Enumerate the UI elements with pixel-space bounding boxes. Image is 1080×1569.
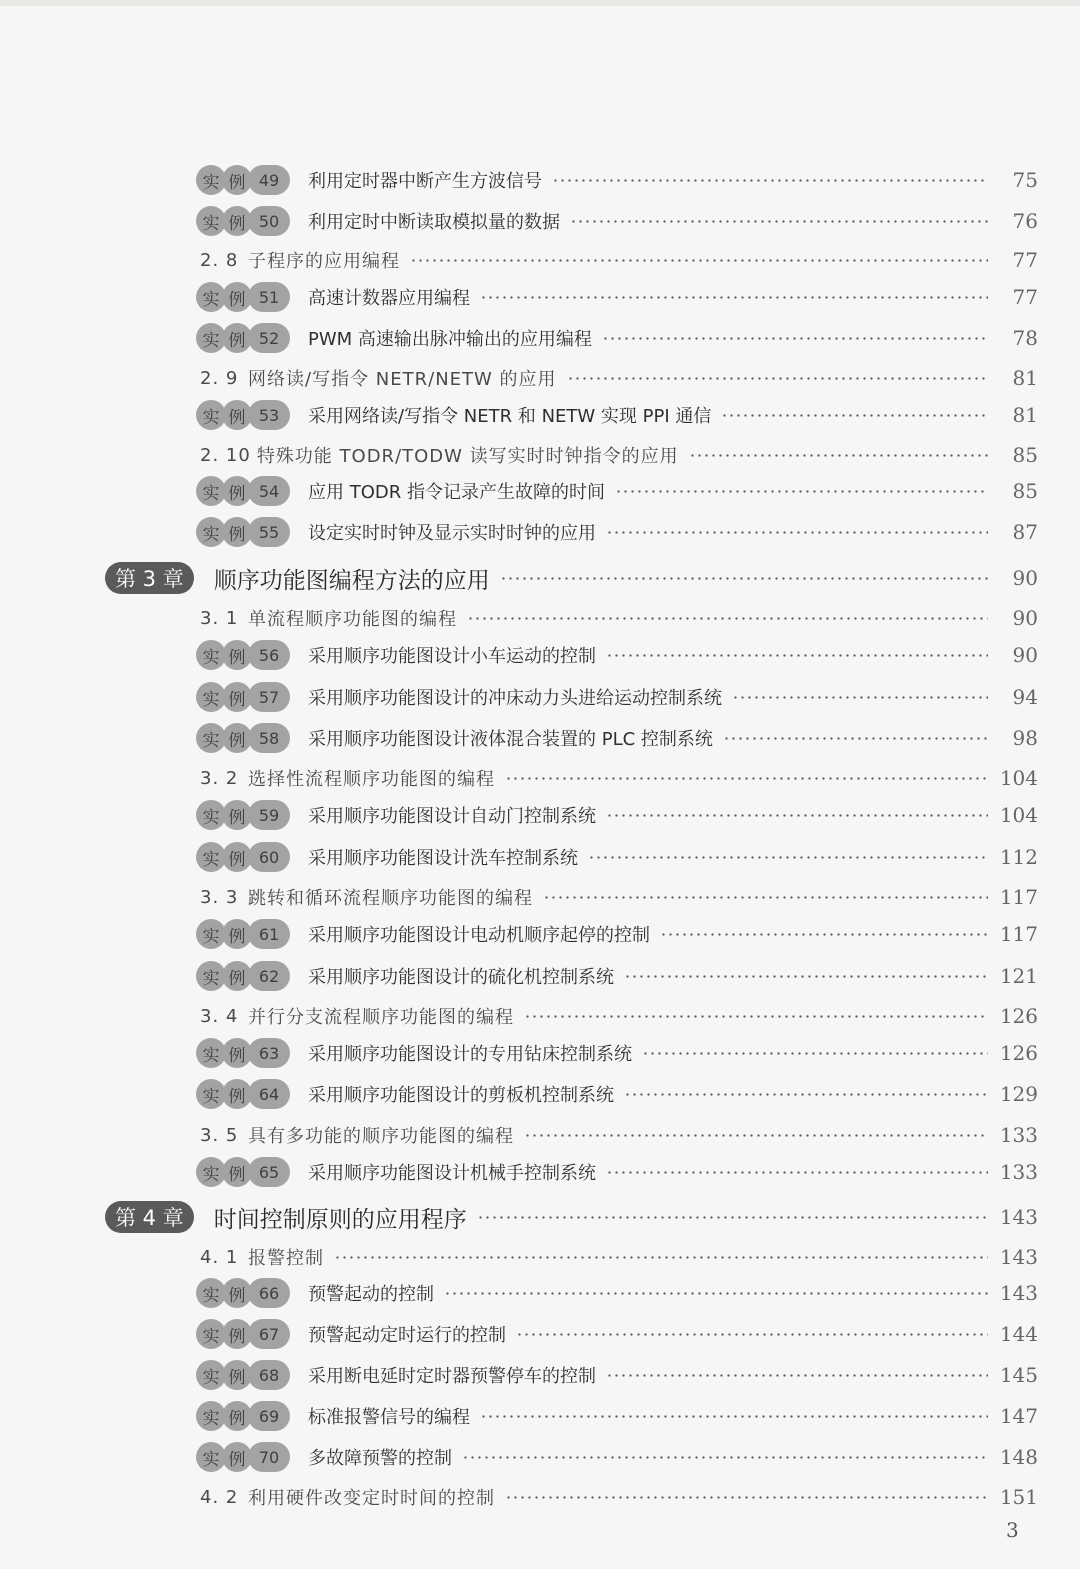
entry-title: 采用顺序功能图设计机械手控制系统 <box>308 1163 596 1184</box>
example-badge-char: 实 <box>196 723 226 753</box>
toc-example-entry[interactable] <box>0 204 1080 238</box>
example-badge-char: 实 <box>196 1278 226 1308</box>
example-badge-char: 实 <box>196 1157 226 1187</box>
example-badge-char: 例 <box>222 842 252 872</box>
example-badge-char: 实 <box>196 282 226 312</box>
dot-leader <box>624 1093 988 1096</box>
example-badge-char: 实 <box>196 400 226 430</box>
example-badge <box>196 1079 290 1109</box>
page-ref: 144 <box>999 1322 1038 1346</box>
example-badge-char: 实 <box>196 206 226 236</box>
example-badge <box>196 919 290 949</box>
entry-title: 采用顺序功能图设计电动机顺序起停的控制 <box>308 925 650 946</box>
dot-leader <box>543 896 988 899</box>
example-badge <box>196 800 290 830</box>
page-ref: 126 <box>999 1004 1038 1028</box>
page-ref: 85 <box>1012 479 1038 503</box>
toc-example-entry[interactable] <box>0 638 1080 672</box>
toc-example-entry[interactable] <box>0 1440 1080 1474</box>
example-badge-char: 实 <box>196 476 226 506</box>
example-number: 51 <box>248 282 290 312</box>
page-ref: 151 <box>999 1485 1038 1509</box>
toc-example-entry[interactable] <box>0 321 1080 355</box>
page-ref: 78 <box>1012 326 1038 350</box>
dot-leader <box>732 696 988 699</box>
example-badge-char: 例 <box>222 1079 252 1109</box>
toc-example-entry[interactable] <box>0 515 1080 549</box>
page-ref: 143 <box>999 1245 1038 1269</box>
example-badge-char: 例 <box>222 1319 252 1349</box>
section-number: 2. 9 <box>200 367 239 389</box>
section-number: 3. 2 <box>200 767 239 789</box>
example-badge-char: 实 <box>196 1038 226 1068</box>
dot-leader <box>721 414 988 417</box>
example-number: 57 <box>248 682 290 712</box>
example-badge <box>196 1157 290 1187</box>
entry-title: 并行分支流程顺序功能图的编程 <box>248 1007 514 1028</box>
toc-example-entry[interactable] <box>0 1155 1080 1189</box>
entry-title: 单流程顺序功能图的编程 <box>248 609 457 630</box>
page-ref: 90 <box>1012 566 1038 590</box>
example-number: 63 <box>248 1038 290 1068</box>
example-badge-char: 实 <box>196 919 226 949</box>
page-ref: 90 <box>1012 606 1038 630</box>
example-badge-char: 实 <box>196 165 226 195</box>
example-badge-char: 实 <box>196 842 226 872</box>
entry-title: 跳转和循环流程顺序功能图的编程 <box>248 888 533 909</box>
example-badge-char: 例 <box>222 640 252 670</box>
toc-section-entry[interactable] <box>0 1240 1080 1274</box>
dot-leader <box>588 856 988 859</box>
example-badge <box>196 282 290 312</box>
example-badge-char: 例 <box>222 800 252 830</box>
entry-title: 采用顺序功能图设计液体混合装置的 PLC 控制系统 <box>308 729 713 750</box>
example-badge <box>196 682 290 712</box>
entry-title: 多故障预警的控制 <box>308 1448 452 1469</box>
entry-title: 采用顺序功能图设计的冲床动力头进给运动控制系统 <box>308 688 722 709</box>
entry-title: 具有多功能的顺序功能图的编程 <box>248 1126 514 1147</box>
dot-leader <box>606 531 988 534</box>
chapter-title: 顺序功能图编程方法的应用 <box>213 567 490 594</box>
page-number: 3 <box>1006 1518 1019 1542</box>
toc-example-entry[interactable] <box>0 721 1080 755</box>
example-badge-char: 例 <box>222 400 252 430</box>
example-number: 53 <box>248 400 290 430</box>
entry-title: 利用硬件改变定时时间的控制 <box>248 1488 495 1509</box>
example-badge-char: 例 <box>222 517 252 547</box>
example-badge <box>196 961 290 991</box>
example-badge <box>196 1442 290 1472</box>
section-number: 2. 10 <box>200 444 251 466</box>
toc-example-entry[interactable] <box>0 474 1080 508</box>
example-badge-char: 例 <box>222 206 252 236</box>
entry-title: 采用顺序功能图设计小车运动的控制 <box>308 646 596 667</box>
dot-leader <box>642 1052 988 1055</box>
example-badge-char: 例 <box>222 1278 252 1308</box>
page-ref: 104 <box>999 766 1038 790</box>
example-badge <box>196 476 290 506</box>
page-ref: 117 <box>999 922 1038 946</box>
example-number: 61 <box>248 919 290 949</box>
page-ref: 81 <box>1012 403 1038 427</box>
dot-leader <box>624 975 988 978</box>
dot-leader <box>480 296 988 299</box>
dot-leader <box>606 1171 988 1174</box>
example-number: 68 <box>248 1360 290 1390</box>
dot-leader <box>723 737 988 740</box>
dot-leader <box>477 1216 988 1219</box>
example-badge-char: 实 <box>196 640 226 670</box>
example-badge <box>196 640 290 670</box>
entry-title: 高速计数器应用编程 <box>308 288 470 309</box>
example-number: 66 <box>248 1278 290 1308</box>
toc-section-entry[interactable] <box>0 243 1080 277</box>
entry-title: 采用顺序功能图设计的硫化机控制系统 <box>308 967 614 988</box>
dot-leader <box>552 179 988 182</box>
toc-example-entry[interactable] <box>0 398 1080 432</box>
example-badge-char: 例 <box>222 476 252 506</box>
example-badge-char: 实 <box>196 682 226 712</box>
example-badge <box>196 323 290 353</box>
example-number: 59 <box>248 800 290 830</box>
dot-leader <box>606 814 988 817</box>
example-badge-char: 例 <box>222 1157 252 1187</box>
entry-title: 标准报警信号的编程 <box>308 1407 470 1428</box>
toc-section-entry[interactable] <box>0 601 1080 635</box>
entry-title: 特殊功能 TODR/TODW 读写实时时钟指令的应用 <box>256 446 679 467</box>
example-badge-char: 例 <box>222 1360 252 1390</box>
entry-title: 预警起动的控制 <box>308 1284 434 1305</box>
toc-example-entry[interactable] <box>0 917 1080 951</box>
dot-leader <box>480 1415 988 1418</box>
example-number: 52 <box>248 323 290 353</box>
toc-example-entry[interactable] <box>0 163 1080 197</box>
example-number: 55 <box>248 517 290 547</box>
example-badge <box>196 206 290 236</box>
section-number: 3. 5 <box>200 1124 239 1146</box>
page-ref: 76 <box>1012 209 1038 233</box>
toc-section-entry[interactable] <box>0 880 1080 914</box>
dot-leader <box>410 259 988 262</box>
dot-leader <box>505 777 988 780</box>
dot-leader <box>516 1333 988 1336</box>
entry-title: 利用定时器中断产生方波信号 <box>308 171 542 192</box>
dot-leader <box>606 654 988 657</box>
example-badge-char: 实 <box>196 1319 226 1349</box>
toc-section-entry[interactable] <box>0 1118 1080 1152</box>
dot-leader <box>615 490 988 493</box>
example-badge-char: 实 <box>196 961 226 991</box>
toc-example-entry[interactable] <box>0 280 1080 314</box>
example-badge-char: 例 <box>222 961 252 991</box>
example-number: 58 <box>248 723 290 753</box>
example-number: 50 <box>248 206 290 236</box>
example-number: 60 <box>248 842 290 872</box>
example-badge <box>196 1360 290 1390</box>
page-ref: 77 <box>1012 285 1038 309</box>
example-badge <box>196 1038 290 1068</box>
page-ref: 143 <box>999 1281 1038 1305</box>
dot-leader <box>606 1374 988 1377</box>
toc-example-entry[interactable] <box>0 680 1080 714</box>
entry-title: 报警控制 <box>248 1248 324 1269</box>
example-badge <box>196 723 290 753</box>
example-badge-char: 例 <box>222 165 252 195</box>
example-number: 67 <box>248 1319 290 1349</box>
dot-leader <box>444 1292 988 1295</box>
page-ref: 117 <box>999 885 1038 909</box>
example-badge-char: 实 <box>196 1401 226 1431</box>
page-ref: 121 <box>999 964 1038 988</box>
page-ref: 129 <box>999 1082 1038 1106</box>
example-badge <box>196 1278 290 1308</box>
example-number: 49 <box>248 165 290 195</box>
example-badge-char: 实 <box>196 1442 226 1472</box>
example-number: 69 <box>248 1401 290 1431</box>
example-badge-char: 例 <box>222 323 252 353</box>
page-ref: 98 <box>1012 726 1038 750</box>
entry-title: 采用顺序功能图设计自动门控制系统 <box>308 806 596 827</box>
example-badge <box>196 1401 290 1431</box>
example-badge-char: 例 <box>222 1442 252 1472</box>
dot-leader <box>467 617 988 620</box>
toc-section-entry[interactable] <box>0 999 1080 1033</box>
example-badge <box>196 400 290 430</box>
example-badge <box>196 1319 290 1349</box>
page-ref: 77 <box>1012 248 1038 272</box>
example-badge-char: 例 <box>222 282 252 312</box>
dot-leader <box>660 933 988 936</box>
page-ref: 145 <box>999 1363 1038 1387</box>
page-ref: 143 <box>999 1205 1038 1229</box>
section-number: 4. 2 <box>200 1486 239 1508</box>
section-number: 3. 1 <box>200 607 239 629</box>
section-number: 4. 1 <box>200 1246 239 1268</box>
example-badge-char: 例 <box>222 1038 252 1068</box>
example-badge-char: 例 <box>222 1401 252 1431</box>
example-number: 64 <box>248 1079 290 1109</box>
entry-title: 网络读/写指令 NETR/NETW 的应用 <box>248 369 557 390</box>
dot-leader <box>334 1256 988 1259</box>
example-badge-char: 实 <box>196 517 226 547</box>
section-number: 2. 8 <box>200 249 239 271</box>
page-ref: 90 <box>1012 643 1038 667</box>
toc-example-entry[interactable] <box>0 1036 1080 1070</box>
toc-example-entry[interactable] <box>0 1317 1080 1351</box>
toc-chapter-entry[interactable] <box>0 1200 1080 1234</box>
dot-leader <box>567 377 988 380</box>
dot-leader <box>570 220 988 223</box>
dot-leader <box>462 1456 988 1459</box>
chapter-badge: 第 3 章 <box>105 562 194 594</box>
entry-title: 利用定时中断读取模拟量的数据 <box>308 212 560 233</box>
example-badge-char: 例 <box>222 682 252 712</box>
page-ref: 85 <box>1012 443 1038 467</box>
example-badge-char: 实 <box>196 800 226 830</box>
page-ref: 112 <box>999 845 1038 869</box>
example-number: 56 <box>248 640 290 670</box>
toc-example-entry[interactable] <box>0 1276 1080 1310</box>
example-number: 54 <box>248 476 290 506</box>
toc-section-entry[interactable] <box>0 438 1080 472</box>
example-number: 70 <box>248 1442 290 1472</box>
page-ref: 94 <box>1012 685 1038 709</box>
section-number: 3. 3 <box>200 886 239 908</box>
dot-leader <box>500 577 988 580</box>
entry-title: PWM 高速输出脉冲输出的应用编程 <box>308 329 592 350</box>
entry-title: 子程序的应用编程 <box>248 251 400 272</box>
example-badge <box>196 517 290 547</box>
entry-title: 采用顺序功能图设计洗车控制系统 <box>308 848 578 869</box>
entry-title: 设定实时时钟及显示实时时钟的应用 <box>308 523 596 544</box>
toc-chapter-entry[interactable] <box>0 561 1080 595</box>
entry-title: 应用 TODR 指令记录产生故障的时间 <box>308 482 605 503</box>
page-ref: 133 <box>999 1160 1038 1184</box>
page-ref: 147 <box>999 1404 1038 1428</box>
page-ref: 81 <box>1012 366 1038 390</box>
entry-title: 采用顺序功能图设计的剪板机控制系统 <box>308 1085 614 1106</box>
toc-example-entry[interactable] <box>0 1358 1080 1392</box>
dot-leader <box>505 1496 988 1499</box>
toc-example-entry[interactable] <box>0 1399 1080 1433</box>
section-number: 3. 4 <box>200 1005 239 1027</box>
chapter-title: 时间控制原则的应用程序 <box>213 1206 467 1233</box>
entry-title: 选择性流程顺序功能图的编程 <box>248 769 495 790</box>
page-ref: 126 <box>999 1041 1038 1065</box>
toc-section-entry[interactable] <box>0 361 1080 395</box>
example-badge-char: 实 <box>196 1079 226 1109</box>
toc-section-entry[interactable] <box>0 1480 1080 1514</box>
toc-example-entry[interactable] <box>0 798 1080 832</box>
page-ref: 148 <box>999 1445 1038 1469</box>
entry-title: 采用顺序功能图设计的专用钻床控制系统 <box>308 1044 632 1065</box>
chapter-badge: 第 4 章 <box>105 1201 194 1233</box>
page-ref: 133 <box>999 1123 1038 1147</box>
example-number: 65 <box>248 1157 290 1187</box>
dot-leader <box>602 337 988 340</box>
page-ref: 104 <box>999 803 1038 827</box>
dot-leader <box>524 1134 988 1137</box>
entry-title: 采用断电延时定时器预警停车的控制 <box>308 1366 596 1387</box>
example-badge <box>196 842 290 872</box>
example-badge-char: 实 <box>196 1360 226 1390</box>
toc-example-entry[interactable] <box>0 840 1080 874</box>
page-ref: 87 <box>1012 520 1038 544</box>
page-ref: 75 <box>1012 168 1038 192</box>
toc-example-entry[interactable] <box>0 959 1080 993</box>
entry-title: 预警起动定时运行的控制 <box>308 1325 506 1346</box>
example-badge-char: 例 <box>222 919 252 949</box>
page-top-edge <box>0 0 1080 6</box>
entry-title: 采用网络读/写指令 NETR 和 NETW 实现 PPI 通信 <box>308 406 712 427</box>
dot-leader <box>524 1015 988 1018</box>
example-badge <box>196 165 290 195</box>
example-badge-char: 例 <box>222 723 252 753</box>
toc-section-entry[interactable] <box>0 761 1080 795</box>
dot-leader <box>689 454 988 457</box>
toc-example-entry[interactable] <box>0 1077 1080 1111</box>
example-badge-char: 实 <box>196 323 226 353</box>
example-number: 62 <box>248 961 290 991</box>
